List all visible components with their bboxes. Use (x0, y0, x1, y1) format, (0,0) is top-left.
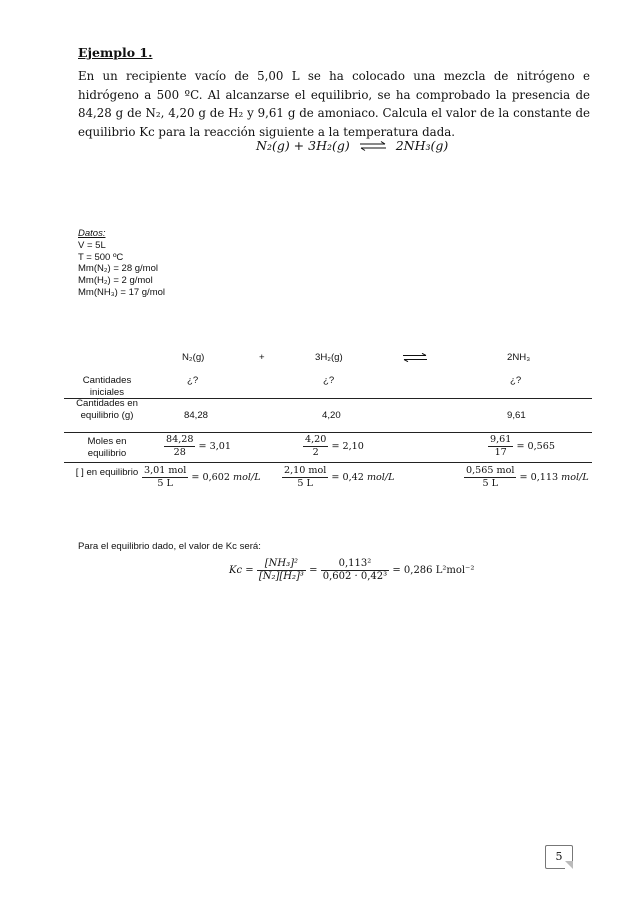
fraction-numerator: 3,01 mol (144, 465, 187, 476)
header-n2: N₂(g) (182, 352, 205, 363)
cell-iniciales-h2: ¿? (323, 375, 335, 386)
datos-heading: Datos: (78, 228, 106, 239)
datos-block (78, 228, 165, 299)
unit-label: mol/L (366, 472, 395, 483)
fraction (282, 465, 328, 490)
fraction-denominator: 2 (312, 447, 319, 458)
fraction-denominator: 5 L (297, 478, 313, 489)
datos-line: T = 500 ºC (78, 251, 124, 263)
unit-label: mol/L (561, 472, 589, 483)
cell-equilibrio-h2: 4,20 (322, 410, 341, 421)
datos-line: Mm(N₂) = 28 g/mol (78, 263, 158, 275)
table-divider (64, 432, 592, 433)
fraction (464, 465, 516, 490)
row-label-equilibrio-g: Cantidades en equilibrio (g) (76, 398, 138, 421)
fraction-numerator: 2,10 mol (284, 465, 327, 476)
fraction-numerator: 84,28 (166, 434, 194, 445)
fraction-denominator: 5 L (157, 478, 173, 489)
row-label-iniciales: Cantidades iniciales (82, 375, 132, 398)
result-value: = 0,42 (331, 472, 364, 483)
kc-intro-text: Para el equilibrio dado, el valor de Kc será: (78, 541, 261, 552)
fraction-denominator: 0,602 · 0,42³ (322, 571, 388, 582)
table-equilibrium-arrow-icon (402, 353, 428, 365)
fraction-numerator: 4,20 (305, 434, 327, 445)
equals-sign: = (309, 565, 318, 576)
reaction-products: 2NH₃(g) (395, 138, 449, 153)
example-title: Ejemplo 1. (78, 45, 153, 60)
result-value: = 0,565 (516, 441, 555, 452)
datos-line: Mm(H₂) = 2 g/mol (78, 275, 153, 287)
cell-conc-nh3 (464, 465, 589, 490)
result-value: = 0,602 (191, 472, 230, 483)
equilibrium-arrow-icon (358, 139, 388, 154)
header-plus: + (259, 352, 265, 363)
page-number: 5 (545, 845, 573, 869)
cell-moles-h2 (303, 434, 364, 459)
fraction-denominator: 5 L (482, 478, 498, 489)
row-label-moles: Moles en equilibrio (87, 436, 127, 459)
kc-expression-fraction (257, 558, 306, 583)
header-nh3: 2NH₃ (507, 352, 531, 363)
result-value: = 3,01 (198, 441, 231, 452)
row-label-concentracion: [ ] en equilibrio (75, 467, 139, 478)
fraction (488, 434, 513, 459)
fraction (164, 434, 195, 459)
result-value: = 0,113 (519, 472, 559, 483)
fraction-denominator: 17 (494, 447, 507, 458)
fraction (303, 434, 328, 459)
kc-lhs: Kc = (229, 565, 254, 576)
fraction-denominator: 28 (173, 447, 186, 458)
result-value: = 2,10 (331, 441, 364, 452)
problem-statement: En un recipiente vacío de 5,00 L se ha colocado una mezcla de nitrógeno e hidrógeno a 500 ºC. Al alcanzarse el equilibrio, se ha comprobado la presencia de 84,28 g de N₂, 4,20 g de H₂ y 9,61 g de amoniaco. Calcula el valor de la constante de equilibrio Kc para la reacción siguiente a la temperatura dada. (78, 69, 590, 139)
table-divider (64, 462, 592, 463)
cell-equilibrio-n2: 84,28 (184, 410, 209, 421)
fraction (142, 465, 188, 490)
fraction-numerator: 0,565 mol (466, 465, 515, 476)
cell-moles-nh3 (488, 434, 555, 459)
kc-result: = 0,286 L²mol⁻² (392, 565, 475, 576)
fraction-numerator: 0,113² (321, 558, 389, 571)
cell-iniciales-n2: ¿? (187, 375, 199, 386)
datos-line: V = 5L (78, 239, 106, 251)
fraction-numerator: [NH₃]² (257, 558, 306, 571)
unit-label: mol/L (233, 472, 261, 483)
header-h2: 3H₂(g) (315, 352, 343, 363)
datos-line: Mm(NH₃) = 17 g/mol (78, 286, 166, 298)
cell-conc-h2 (282, 465, 394, 490)
cell-moles-n2 (164, 434, 231, 459)
fraction-denominator: [N₂][H₂]³ (258, 571, 304, 582)
kc-values-fraction (321, 558, 389, 583)
cell-equilibrio-nh3: 9,61 (507, 410, 526, 421)
reaction-reactants: N₂(g) + 3H₂(g) (256, 138, 350, 153)
cell-conc-n2 (142, 465, 261, 490)
cell-iniciales-nh3: ¿? (510, 375, 522, 386)
fraction-numerator: 9,61 (490, 434, 512, 445)
reaction-equation (256, 138, 448, 154)
kc-formula (229, 558, 474, 583)
